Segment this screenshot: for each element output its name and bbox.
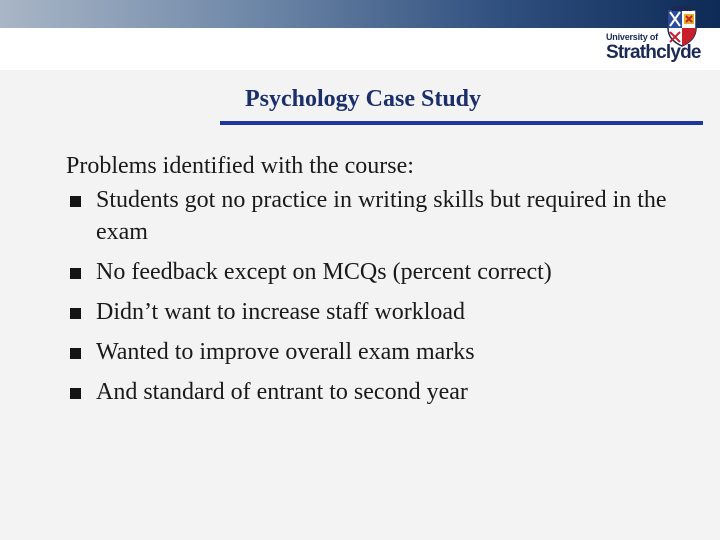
bullet-text: Didn’t want to increase staff workload: [96, 299, 466, 325]
square-bullet-icon: [70, 388, 81, 399]
list-item: [66, 296, 706, 328]
slide-content: [66, 150, 706, 416]
bullet-text: No feedback except on MCQs (percent correct): [96, 259, 552, 285]
square-bullet-icon: [70, 348, 81, 359]
logo-university-of: University of: [606, 32, 658, 42]
intro-text: Problems identified with the course:: [66, 153, 414, 179]
square-bullet-icon: [70, 308, 81, 319]
list-item: [66, 256, 706, 288]
bullet-text: And standard of entrant to second year: [96, 379, 468, 405]
title-underline: [220, 121, 703, 125]
square-bullet-icon: [70, 268, 81, 279]
bullet-text: Wanted to improve overall exam marks: [96, 339, 475, 365]
logo-strathclyde: Strathclyde: [606, 42, 701, 63]
slide-title: Psychology Case Study: [244, 86, 482, 112]
list-item: [66, 336, 706, 368]
list-item: [66, 184, 706, 248]
square-bullet-icon: [70, 196, 81, 207]
bullet-list: [66, 184, 706, 408]
bullet-text: Students got no practice in writing skills but required in the exam: [96, 187, 667, 245]
university-logo: [604, 6, 714, 66]
list-item: [66, 376, 706, 408]
